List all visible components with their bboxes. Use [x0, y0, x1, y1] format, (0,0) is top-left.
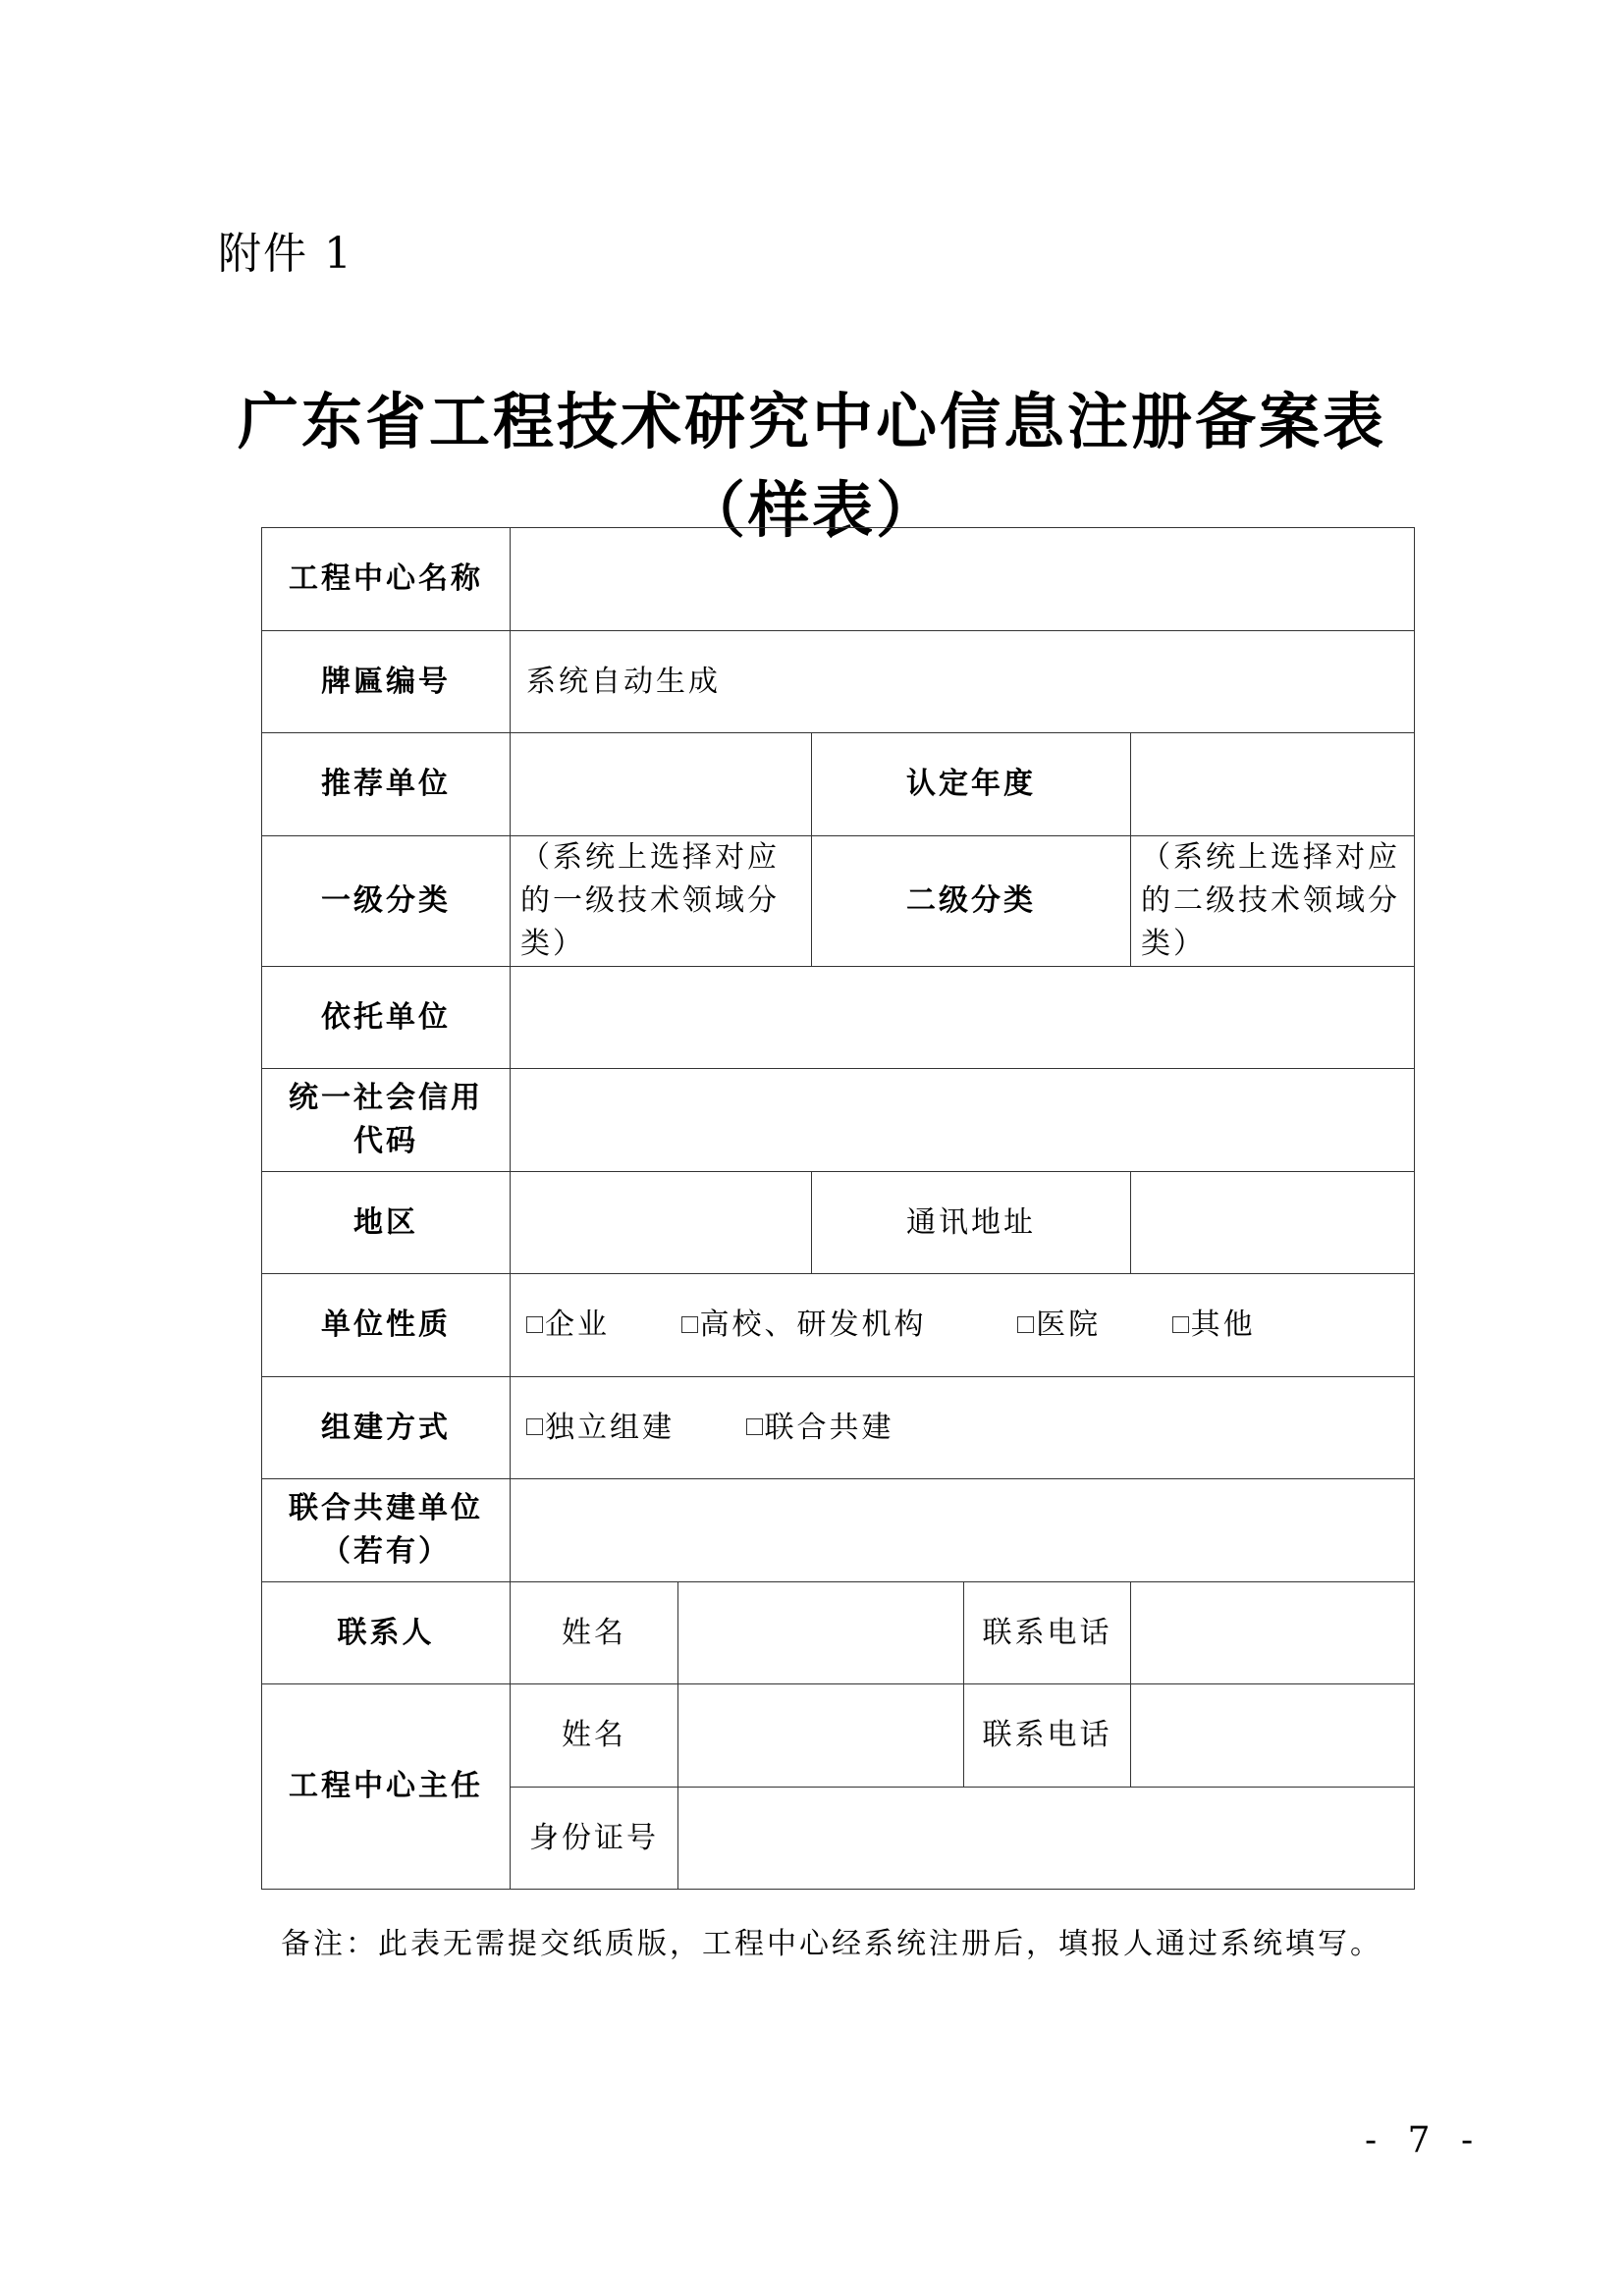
level2-field[interactable]: （系统上选择对应的二级技术领域分类）	[1131, 836, 1415, 967]
host-label: 依托单位	[262, 967, 511, 1069]
mode-options	[511, 1377, 1415, 1479]
registration-form-table	[261, 527, 1415, 1890]
row-center-name	[262, 528, 1415, 631]
address-field[interactable]	[1131, 1172, 1415, 1274]
nature-option-hospital[interactable]: 医院	[1017, 1304, 1101, 1347]
contact-phone-label: 联系电话	[964, 1582, 1131, 1684]
address-label: 通讯地址	[812, 1172, 1131, 1274]
row-host	[262, 967, 1415, 1069]
year-label: 认定年度	[812, 733, 1131, 836]
region-field[interactable]	[511, 1172, 812, 1274]
joint-label: 联合共建单位（若有）	[262, 1479, 511, 1582]
row-credit-code	[262, 1069, 1415, 1172]
row-recommender	[262, 733, 1415, 836]
page-number: - 7 -	[1365, 2120, 1484, 2161]
row-nature	[262, 1274, 1415, 1377]
director-name-label: 姓名	[511, 1684, 678, 1788]
credit-code-field[interactable]	[511, 1069, 1415, 1172]
level1-field[interactable]: （系统上选择对应的一级技术领域分类）	[511, 836, 812, 967]
row-plaque	[262, 631, 1415, 733]
row-classification	[262, 836, 1415, 967]
attachment-label: 附件 1	[218, 229, 353, 279]
year-field[interactable]	[1131, 733, 1415, 836]
form-title: 广东省工程技术研究中心信息注册备案表	[237, 386, 1386, 457]
contact-name-field[interactable]	[678, 1582, 964, 1684]
checkbox-icon	[1017, 1316, 1034, 1333]
nature-option-other[interactable]: 其他	[1172, 1304, 1256, 1347]
mode-label: 组建方式	[262, 1377, 511, 1479]
recommender-field[interactable]	[511, 733, 812, 836]
form-subtitle: （样表）	[683, 474, 940, 546]
director-label: 工程中心主任	[262, 1684, 511, 1890]
region-label: 地区	[262, 1172, 511, 1274]
nature-option-enterprise[interactable]: 企业	[526, 1304, 610, 1347]
id-field[interactable]	[678, 1788, 1415, 1890]
row-director	[262, 1684, 1415, 1788]
checkbox-icon	[681, 1316, 698, 1333]
remark-note: 备注：此表无需提交纸质版，工程中心经系统注册后，填报人通过系统填写。	[281, 1927, 1382, 1961]
host-field[interactable]	[511, 967, 1415, 1069]
row-mode	[262, 1377, 1415, 1479]
director-name-field[interactable]	[678, 1684, 964, 1788]
nature-options	[511, 1274, 1415, 1377]
director-phone-label: 联系电话	[964, 1684, 1131, 1788]
checkbox-icon	[526, 1418, 543, 1435]
center-name-field[interactable]	[511, 528, 1415, 631]
contact-label: 联系人	[262, 1582, 511, 1684]
nature-option-university[interactable]: 高校、研发机构	[681, 1304, 927, 1347]
director-phone-field[interactable]	[1131, 1684, 1415, 1788]
level2-label: 二级分类	[812, 836, 1131, 967]
checkbox-icon	[526, 1316, 543, 1333]
nature-label: 单位性质	[262, 1274, 511, 1377]
row-contact	[262, 1582, 1415, 1684]
checkbox-icon	[1172, 1316, 1189, 1333]
center-name-label: 工程中心名称	[262, 528, 511, 631]
recommender-label: 推荐单位	[262, 733, 511, 836]
plaque-label: 牌匾编号	[262, 631, 511, 733]
level1-label: 一级分类	[262, 836, 511, 967]
id-label: 身份证号	[511, 1788, 678, 1890]
contact-name-label: 姓名	[511, 1582, 678, 1684]
checkbox-icon	[746, 1418, 763, 1435]
contact-phone-field[interactable]	[1131, 1582, 1415, 1684]
mode-option-independent[interactable]: 独立组建	[526, 1407, 675, 1450]
credit-code-label: 统一社会信用代码	[262, 1069, 511, 1172]
mode-option-joint[interactable]: 联合共建	[746, 1407, 894, 1450]
plaque-value: 系统自动生成	[511, 631, 1415, 733]
row-joint	[262, 1479, 1415, 1582]
row-region	[262, 1172, 1415, 1274]
joint-field[interactable]	[511, 1479, 1415, 1582]
